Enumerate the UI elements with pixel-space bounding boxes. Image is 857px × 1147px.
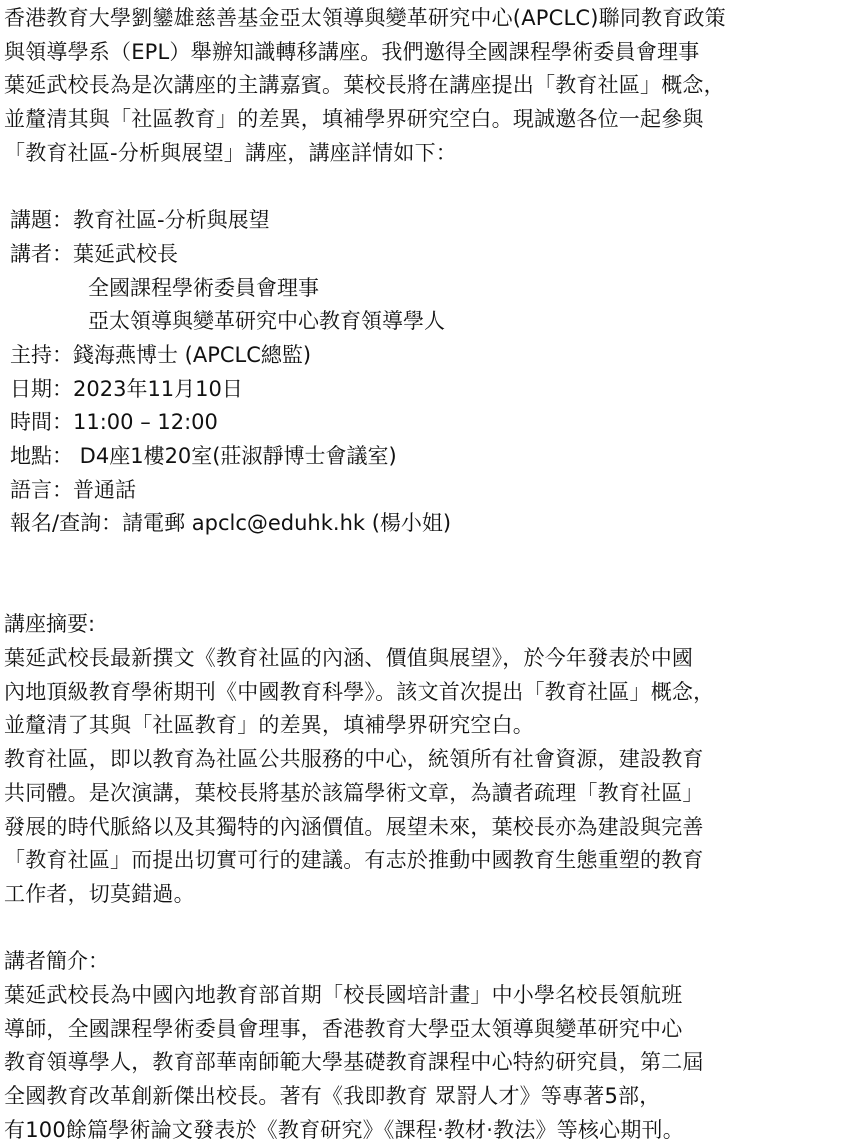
bio-line: 全國教育改革創新傑出校長。著有《我即教育 眾罸人才》等專著5部， (4, 1084, 661, 1108)
detail-date: 日期：2023年11月10日 (10, 376, 243, 401)
detail-speaker-title: 亞太領導與變革研究中心教育領導學人 (88, 309, 445, 334)
bio-section (4, 945, 857, 1147)
abstract-line: 發展的時代脈絡以及其獨特的內涵價值。展望未來，葉校長亦為建設與完善 (4, 814, 704, 839)
event-details (4, 204, 857, 541)
bio-heading: 講者簡介： (4, 949, 109, 974)
abstract-heading: 講座摘要: (4, 612, 96, 637)
spacer (4, 575, 857, 609)
abstract-line: 教育社區，即以教育為社區公共服務的中心，統領所有社會資源，建設教育 (4, 747, 704, 772)
abstract-line: 共同體。是次演講，葉校長將基於該篇學術文章，為讀者疏理「教育社區」 (4, 780, 704, 805)
spacer (4, 541, 857, 575)
detail-time: 時間：11:00 – 12:00 (10, 410, 218, 435)
detail-venue: 地點： D4座1樓20室(莊淑靜博士會議室) (10, 443, 397, 468)
bio-line: 有100餘篇學術論文發表於《教育研究》《課程·教材·教法》等核心期刊。 (4, 1117, 684, 1142)
abstract-line: 「教育社區」而提出切實可行的建議。有志於推動中國教育生態重塑的教育 (4, 848, 704, 873)
detail-language: 語言：普通話 (10, 477, 136, 502)
intro-paragraph (4, 2, 857, 170)
abstract-line: 內地頂級教育學術期刊《中國教育科學》。該文首次提出「教育社區」概念， (4, 679, 715, 704)
abstract-line: 並釐清了其與「社區教育」的差異，填補學界研究空白。 (4, 713, 534, 738)
detail-speaker-title: 全國課程學術委員會理事 (88, 275, 319, 300)
intro-line: 與領導學系（EPL）舉辦知識轉移講座。我們邀得全國課程學術委員會理事 (4, 39, 700, 64)
bio-line: 教育領導學人，教育部華南師範大學基礎教育課程中心特約研究員，第二屆 (4, 1050, 704, 1075)
detail-host: 主持：錢海燕博士 (APCLC總監) (10, 342, 312, 367)
intro-line: 並釐清其與「社區教育」的差異，填補學界研究空白。現誠邀各位一起參與 (4, 107, 704, 132)
detail-topic: 講題：教育社區-分析與展望 (10, 208, 270, 233)
intro-line: 「教育社區-分析與展望」講座，講座詳情如下： (4, 140, 457, 165)
intro-line: 葉延武校長為是次講座的主講嘉賓。葉校長將在講座提出「教育社區」概念， (4, 73, 725, 98)
bio-line: 導師，全國課程學術委員會理事，香港教育大學亞太領導與變革研究中心 (4, 1016, 683, 1041)
abstract-line: 工作者，切莫錯過。 (4, 881, 195, 906)
spacer (4, 170, 857, 204)
abstract-section (4, 608, 857, 911)
abstract-line: 葉延武校長最新撰文《教育社區的內涵、價值與展望》，於今年發表於中國 (4, 646, 694, 671)
intro-line: 香港教育大學劉鑾雄慈善基金亞太領導與變革研究中心(APCLC)聯同教育政策 (4, 6, 726, 30)
detail-speaker: 講者：葉延武校長 (10, 241, 178, 266)
spacer (4, 912, 857, 946)
detail-registration: 報名/查詢：請電郵 apclc@eduhk.hk (楊小姐) (10, 511, 452, 536)
bio-line: 葉延武校長為中國內地教育部首期「校長國培計畫」中小學名校長領航班 (4, 982, 683, 1007)
